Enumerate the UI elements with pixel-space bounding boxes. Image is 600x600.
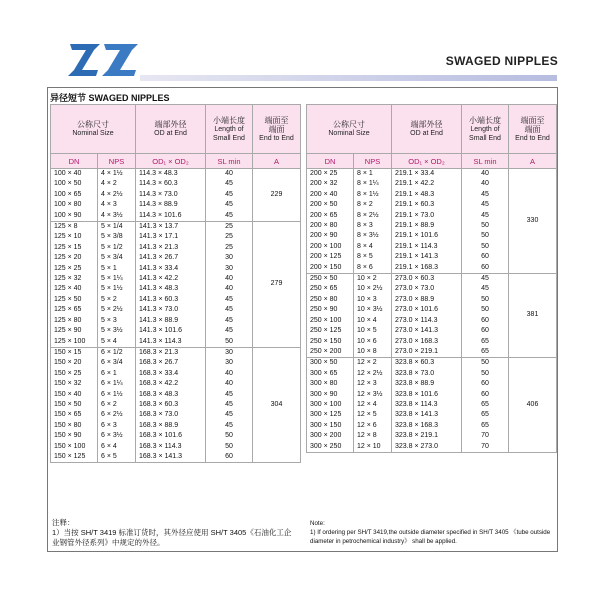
od-cell: 114.3 × 60.3 bbox=[136, 179, 206, 189]
dn-cell: 250 × 80 bbox=[307, 295, 354, 305]
sl-cell: 60 bbox=[462, 326, 509, 336]
sl-cell: 70 bbox=[462, 442, 509, 453]
od-cell: 114.3 × 73.0 bbox=[136, 190, 206, 200]
dn-cell: 150 × 25 bbox=[51, 369, 98, 379]
sl-cell: 30 bbox=[206, 347, 253, 358]
od-cell: 141.3 × 26.7 bbox=[136, 253, 206, 263]
sl-cell: 45 bbox=[206, 421, 253, 431]
sl-cell: 45 bbox=[462, 284, 509, 294]
dn-cell: 250 × 125 bbox=[307, 326, 354, 336]
sl-cell: 50 bbox=[462, 369, 509, 379]
od-cell: 168.3 × 141.3 bbox=[136, 452, 206, 463]
a-cell: 330 bbox=[509, 169, 557, 274]
nps-cell: 5 × 1½ bbox=[98, 284, 136, 294]
table-row bbox=[51, 169, 301, 180]
sl-cell: 45 bbox=[206, 390, 253, 400]
sl-cell: 65 bbox=[462, 421, 509, 431]
dn-cell: 100 × 40 bbox=[51, 169, 98, 180]
dn-cell: 125 × 10 bbox=[51, 232, 98, 242]
od-cell: 168.3 × 60.3 bbox=[136, 400, 206, 410]
nps-cell: 4 × 3½ bbox=[98, 211, 136, 222]
dn-cell: 125 × 15 bbox=[51, 243, 98, 253]
a-cell: 304 bbox=[253, 347, 301, 462]
nps-cell: 8 × 1½ bbox=[354, 190, 392, 200]
nps-cell: 6 × 4 bbox=[98, 442, 136, 452]
od-cell: 273.0 × 88.9 bbox=[392, 295, 462, 305]
dn-cell: 125 × 25 bbox=[51, 264, 98, 274]
nps-cell: 5 × 1/4 bbox=[98, 222, 136, 233]
spec-frame bbox=[47, 87, 558, 552]
nps-cell: 6 × 3 bbox=[98, 421, 136, 431]
nps-cell: 6 × 2½ bbox=[98, 410, 136, 420]
od-cell: 168.3 × 73.0 bbox=[136, 410, 206, 420]
od-cell: 141.3 × 21.3 bbox=[136, 243, 206, 253]
nps-cell: 8 × 3 bbox=[354, 221, 392, 231]
od-cell: 219.1 × 60.3 bbox=[392, 200, 462, 210]
od-cell: 323.8 × 114.3 bbox=[392, 400, 462, 410]
nps-cell: 4 × 3 bbox=[98, 200, 136, 210]
page-title: SWAGED NIPPLES bbox=[445, 54, 558, 68]
sl-cell: 50 bbox=[462, 305, 509, 315]
nominal-size-header: 公称尺寸 Nominal Size bbox=[307, 105, 392, 154]
od-cell: 323.8 × 60.3 bbox=[392, 358, 462, 369]
dn-cell: 250 × 150 bbox=[307, 337, 354, 347]
nps-cell: 8 × 2 bbox=[354, 200, 392, 210]
dn-cell: 125 × 40 bbox=[51, 284, 98, 294]
od-sub-header: OD₁ × OD₂ bbox=[392, 154, 462, 169]
dn-cell: 125 × 20 bbox=[51, 253, 98, 263]
nps-cell: 12 × 3 bbox=[354, 379, 392, 389]
od-cell: 141.3 × 114.3 bbox=[136, 337, 206, 348]
od-cell: 141.3 × 101.6 bbox=[136, 326, 206, 336]
notes-en-text: 1) If ordering per SH/T 3419,the outside diameter specified in SH/T 3405 《tube outside diameter in petrochemical industry》 shall be applied. bbox=[310, 529, 551, 545]
sl-cell: 40 bbox=[206, 284, 253, 294]
nps-cell: 4 × 1½ bbox=[98, 169, 136, 180]
sl-cell: 40 bbox=[206, 169, 253, 180]
right-spec-table bbox=[306, 104, 557, 453]
nps-cell: 8 × 2½ bbox=[354, 211, 392, 221]
dn-cell: 200 × 40 bbox=[307, 190, 354, 200]
dn-cell: 150 × 40 bbox=[51, 390, 98, 400]
dn-cell: 300 × 125 bbox=[307, 410, 354, 420]
dn-cell: 150 × 50 bbox=[51, 400, 98, 410]
sl-header: SL min bbox=[462, 154, 509, 169]
right-table-body bbox=[307, 169, 557, 453]
nps-cell: 12 × 3½ bbox=[354, 390, 392, 400]
nps-cell: 5 × 3/4 bbox=[98, 253, 136, 263]
dn-cell: 300 × 65 bbox=[307, 369, 354, 379]
sl-cell: 45 bbox=[462, 190, 509, 200]
a-header: A bbox=[509, 154, 557, 169]
dn-cell: 250 × 50 bbox=[307, 274, 354, 285]
nps-cell: 5 × 1 bbox=[98, 264, 136, 274]
nps-cell: 5 × 3½ bbox=[98, 326, 136, 336]
nps-cell: 12 × 6 bbox=[354, 421, 392, 431]
left-spec-table bbox=[50, 104, 301, 463]
dn-cell: 250 × 100 bbox=[307, 316, 354, 326]
od-cell: 219.1 × 101.6 bbox=[392, 231, 462, 241]
od-cell: 273.0 × 141.3 bbox=[392, 326, 462, 336]
dn-cell: 300 × 90 bbox=[307, 390, 354, 400]
od-cell: 219.1 × 141.3 bbox=[392, 252, 462, 262]
od-cell: 273.0 × 114.3 bbox=[392, 316, 462, 326]
nps-cell: 5 × 3 bbox=[98, 316, 136, 326]
sl-cell: 25 bbox=[206, 232, 253, 242]
dn-cell: 125 × 90 bbox=[51, 326, 98, 336]
table-row bbox=[51, 222, 301, 233]
sl-cell: 40 bbox=[462, 179, 509, 189]
right-table-panel bbox=[306, 104, 556, 453]
nps-cell: 10 × 2½ bbox=[354, 284, 392, 294]
dn-cell: 200 × 150 bbox=[307, 263, 354, 274]
nps-cell: 10 × 3 bbox=[354, 295, 392, 305]
dn-cell: 200 × 125 bbox=[307, 252, 354, 262]
nps-cell: 6 × 5 bbox=[98, 452, 136, 463]
od-cell: 114.3 × 101.6 bbox=[136, 211, 206, 222]
nps-cell: 10 × 2 bbox=[354, 274, 392, 285]
sl-cell: 40 bbox=[206, 274, 253, 284]
dn-cell: 200 × 90 bbox=[307, 231, 354, 241]
od-cell: 219.1 × 88.9 bbox=[392, 221, 462, 231]
sl-cell: 45 bbox=[206, 326, 253, 336]
nps-cell: 6 × 2 bbox=[98, 400, 136, 410]
end-to-end-header: 端面至 端面 End to End bbox=[253, 105, 301, 154]
nps-cell: 6 × 3½ bbox=[98, 431, 136, 441]
nps-cell: 10 × 3½ bbox=[354, 305, 392, 315]
left-table-panel bbox=[50, 104, 300, 463]
od-cell: 323.8 × 73.0 bbox=[392, 369, 462, 379]
od-cell: 141.3 × 73.0 bbox=[136, 305, 206, 315]
od-cell: 219.1 × 168.3 bbox=[392, 263, 462, 274]
od-cell: 114.3 × 88.9 bbox=[136, 200, 206, 210]
sl-cell: 60 bbox=[462, 263, 509, 274]
od-cell: 168.3 × 114.3 bbox=[136, 442, 206, 452]
dn-cell: 200 × 80 bbox=[307, 221, 354, 231]
od-cell: 323.8 × 141.3 bbox=[392, 410, 462, 420]
nps-cell: 4 × 2 bbox=[98, 179, 136, 189]
sl-cell: 40 bbox=[206, 379, 253, 389]
dn-cell: 200 × 65 bbox=[307, 211, 354, 221]
nps-cell: 5 × 3/8 bbox=[98, 232, 136, 242]
nps-cell: 12 × 4 bbox=[354, 400, 392, 410]
nominal-size-header: 公称尺寸 Nominal Size bbox=[51, 105, 136, 154]
nps-cell: 8 × 3½ bbox=[354, 231, 392, 241]
od-cell: 141.3 × 88.9 bbox=[136, 316, 206, 326]
nps-cell: 5 × 2 bbox=[98, 295, 136, 305]
sl-cell: 45 bbox=[206, 400, 253, 410]
od-cell: 323.8 × 88.9 bbox=[392, 379, 462, 389]
nps-cell: 10 × 8 bbox=[354, 347, 392, 358]
sl-cell: 65 bbox=[462, 337, 509, 347]
dn-cell: 100 × 80 bbox=[51, 200, 98, 210]
dn-cell: 300 × 100 bbox=[307, 400, 354, 410]
nps-cell: 5 × 1¼ bbox=[98, 274, 136, 284]
od-cell: 219.1 × 114.3 bbox=[392, 242, 462, 252]
sl-cell: 45 bbox=[206, 316, 253, 326]
od-cell: 219.1 × 73.0 bbox=[392, 211, 462, 221]
nps-cell: 8 × 1¼ bbox=[354, 179, 392, 189]
notes-zh-text: 1）当按 SH/T 3419 标准订货时，其外径应使用 SH/T 3405《石油化工企业钢管外径系列》中规定的外径。 bbox=[52, 528, 292, 547]
sl-header: SL min bbox=[206, 154, 253, 169]
od-cell: 323.8 × 219.1 bbox=[392, 431, 462, 441]
notes-english bbox=[310, 519, 554, 546]
od-cell: 273.0 × 101.6 bbox=[392, 305, 462, 315]
header-bar bbox=[140, 75, 557, 81]
od-cell: 168.3 × 48.3 bbox=[136, 390, 206, 400]
dn-cell: 150 × 65 bbox=[51, 410, 98, 420]
end-to-end-header: 端面至 端面 End to End bbox=[509, 105, 557, 154]
dn-cell: 150 × 90 bbox=[51, 431, 98, 441]
sl-cell: 50 bbox=[462, 242, 509, 252]
sl-cell: 45 bbox=[206, 211, 253, 222]
nps-cell: 5 × 1/2 bbox=[98, 243, 136, 253]
nps-cell: 6 × 3/4 bbox=[98, 358, 136, 368]
od-cell: 168.3 × 26.7 bbox=[136, 358, 206, 368]
a-cell: 279 bbox=[253, 222, 301, 348]
od-cell: 168.3 × 88.9 bbox=[136, 421, 206, 431]
od-cell: 141.3 × 48.3 bbox=[136, 284, 206, 294]
nps-cell: 12 × 10 bbox=[354, 442, 392, 453]
length-header: 小端长度 Length of Small End bbox=[462, 105, 509, 154]
dn-header: DN bbox=[307, 154, 354, 169]
nps-cell: 6 × 1¼ bbox=[98, 379, 136, 389]
dn-cell: 150 × 32 bbox=[51, 379, 98, 389]
od-cell: 168.3 × 101.6 bbox=[136, 431, 206, 441]
od-cell: 273.0 × 60.3 bbox=[392, 274, 462, 285]
od-cell: 141.3 × 17.1 bbox=[136, 232, 206, 242]
dn-cell: 150 × 15 bbox=[51, 347, 98, 358]
dn-cell: 150 × 80 bbox=[51, 421, 98, 431]
nps-cell: 12 × 2 bbox=[354, 358, 392, 369]
nps-header: NPS bbox=[354, 154, 392, 169]
nps-cell: 5 × 4 bbox=[98, 337, 136, 348]
sl-cell: 45 bbox=[206, 410, 253, 420]
od-cell: 219.1 × 33.4 bbox=[392, 169, 462, 180]
section-title: 异径短节 SWAGED NIPPLES bbox=[50, 93, 170, 103]
od-cell: 168.3 × 42.2 bbox=[136, 379, 206, 389]
od-cell: 141.3 × 42.2 bbox=[136, 274, 206, 284]
dn-cell: 150 × 125 bbox=[51, 452, 98, 463]
sl-cell: 45 bbox=[206, 305, 253, 315]
sl-cell: 60 bbox=[462, 379, 509, 389]
nps-cell: 12 × 2½ bbox=[354, 369, 392, 379]
sl-cell: 60 bbox=[462, 252, 509, 262]
sl-cell: 65 bbox=[462, 410, 509, 420]
dn-cell: 200 × 25 bbox=[307, 169, 354, 180]
company-logo bbox=[68, 40, 140, 80]
sl-cell: 50 bbox=[462, 231, 509, 241]
nps-cell: 10 × 4 bbox=[354, 316, 392, 326]
od-cell: 273.0 × 168.3 bbox=[392, 337, 462, 347]
od-header: 端部外径 OD at End bbox=[392, 105, 462, 154]
dn-cell: 300 × 150 bbox=[307, 421, 354, 431]
sl-cell: 45 bbox=[462, 211, 509, 221]
od-cell: 168.3 × 33.4 bbox=[136, 369, 206, 379]
od-cell: 219.1 × 42.2 bbox=[392, 179, 462, 189]
dn-cell: 125 × 50 bbox=[51, 295, 98, 305]
dn-cell: 100 × 90 bbox=[51, 211, 98, 222]
dn-cell: 100 × 65 bbox=[51, 190, 98, 200]
sl-cell: 50 bbox=[462, 295, 509, 305]
dn-cell: 200 × 32 bbox=[307, 179, 354, 189]
dn-cell: 200 × 100 bbox=[307, 242, 354, 252]
sl-cell: 50 bbox=[462, 358, 509, 369]
nps-header: NPS bbox=[98, 154, 136, 169]
dn-cell: 300 × 200 bbox=[307, 431, 354, 441]
sl-cell: 45 bbox=[206, 295, 253, 305]
od-cell: 141.3 × 13.7 bbox=[136, 222, 206, 233]
nps-cell: 8 × 5 bbox=[354, 252, 392, 262]
dn-cell: 125 × 8 bbox=[51, 222, 98, 233]
dn-cell: 150 × 20 bbox=[51, 358, 98, 368]
table-row bbox=[51, 347, 301, 358]
a-cell: 406 bbox=[509, 358, 557, 453]
nps-cell: 12 × 5 bbox=[354, 410, 392, 420]
sl-cell: 45 bbox=[206, 200, 253, 210]
nps-cell: 10 × 5 bbox=[354, 326, 392, 336]
nps-cell: 5 × 2½ bbox=[98, 305, 136, 315]
a-header: A bbox=[253, 154, 301, 169]
notes-chinese bbox=[52, 518, 296, 548]
length-header: 小端长度 Length of Small End bbox=[206, 105, 253, 154]
od-header: 端部外径 OD at End bbox=[136, 105, 206, 154]
dn-cell: 250 × 65 bbox=[307, 284, 354, 294]
sl-cell: 45 bbox=[206, 179, 253, 189]
sl-cell: 50 bbox=[206, 337, 253, 348]
notes-en-title: Note: bbox=[310, 520, 325, 527]
nps-cell: 8 × 4 bbox=[354, 242, 392, 252]
dn-cell: 250 × 200 bbox=[307, 347, 354, 358]
sl-cell: 45 bbox=[462, 200, 509, 210]
dn-cell: 300 × 250 bbox=[307, 442, 354, 453]
nps-cell: 8 × 6 bbox=[354, 263, 392, 274]
sl-cell: 65 bbox=[462, 347, 509, 358]
sl-cell: 25 bbox=[206, 243, 253, 253]
table-row bbox=[307, 274, 557, 285]
od-cell: 323.8 × 273.0 bbox=[392, 442, 462, 453]
dn-cell: 100 × 50 bbox=[51, 179, 98, 189]
nps-cell: 6 × 1 bbox=[98, 369, 136, 379]
nps-cell: 8 × 1 bbox=[354, 169, 392, 180]
sl-cell: 65 bbox=[462, 400, 509, 410]
dn-cell: 125 × 100 bbox=[51, 337, 98, 348]
dn-cell: 125 × 65 bbox=[51, 305, 98, 315]
sl-cell: 30 bbox=[206, 253, 253, 263]
sl-cell: 30 bbox=[206, 358, 253, 368]
od-cell: 273.0 × 219.1 bbox=[392, 347, 462, 358]
dn-cell: 125 × 80 bbox=[51, 316, 98, 326]
sl-cell: 40 bbox=[206, 369, 253, 379]
sl-cell: 40 bbox=[462, 169, 509, 180]
od-cell: 323.8 × 101.6 bbox=[392, 390, 462, 400]
dn-cell: 250 × 90 bbox=[307, 305, 354, 315]
dn-cell: 200 × 50 bbox=[307, 200, 354, 210]
sl-cell: 30 bbox=[206, 264, 253, 274]
dn-cell: 150 × 100 bbox=[51, 442, 98, 452]
od-cell: 114.3 × 48.3 bbox=[136, 169, 206, 180]
notes-zh-title: 注释： bbox=[52, 518, 75, 527]
sl-cell: 50 bbox=[206, 431, 253, 441]
sl-cell: 45 bbox=[462, 274, 509, 285]
nps-cell: 6 × 1/2 bbox=[98, 347, 136, 358]
od-sub-header: OD₁ × OD₂ bbox=[136, 154, 206, 169]
sl-cell: 50 bbox=[462, 221, 509, 231]
sl-cell: 70 bbox=[462, 431, 509, 441]
od-cell: 323.8 × 168.3 bbox=[392, 421, 462, 431]
od-cell: 219.1 × 48.3 bbox=[392, 190, 462, 200]
sl-cell: 60 bbox=[206, 452, 253, 463]
dn-cell: 125 × 32 bbox=[51, 274, 98, 284]
sl-cell: 45 bbox=[206, 190, 253, 200]
dn-cell: 300 × 80 bbox=[307, 379, 354, 389]
dn-cell: 300 × 50 bbox=[307, 358, 354, 369]
sl-cell: 60 bbox=[462, 316, 509, 326]
a-cell: 229 bbox=[253, 169, 301, 222]
nps-cell: 10 × 6 bbox=[354, 337, 392, 347]
nps-cell: 6 × 1½ bbox=[98, 390, 136, 400]
od-cell: 273.0 × 73.0 bbox=[392, 284, 462, 294]
od-cell: 141.3 × 60.3 bbox=[136, 295, 206, 305]
od-cell: 168.3 × 21.3 bbox=[136, 347, 206, 358]
a-cell: 381 bbox=[509, 274, 557, 358]
table-row bbox=[307, 358, 557, 369]
table-row bbox=[307, 169, 557, 180]
nps-cell: 12 × 8 bbox=[354, 431, 392, 441]
nps-cell: 4 × 2½ bbox=[98, 190, 136, 200]
left-table-body bbox=[51, 169, 301, 463]
sl-cell: 25 bbox=[206, 222, 253, 233]
sl-cell: 60 bbox=[462, 390, 509, 400]
od-cell: 141.3 × 33.4 bbox=[136, 264, 206, 274]
dn-header: DN bbox=[51, 154, 98, 169]
sl-cell: 50 bbox=[206, 442, 253, 452]
